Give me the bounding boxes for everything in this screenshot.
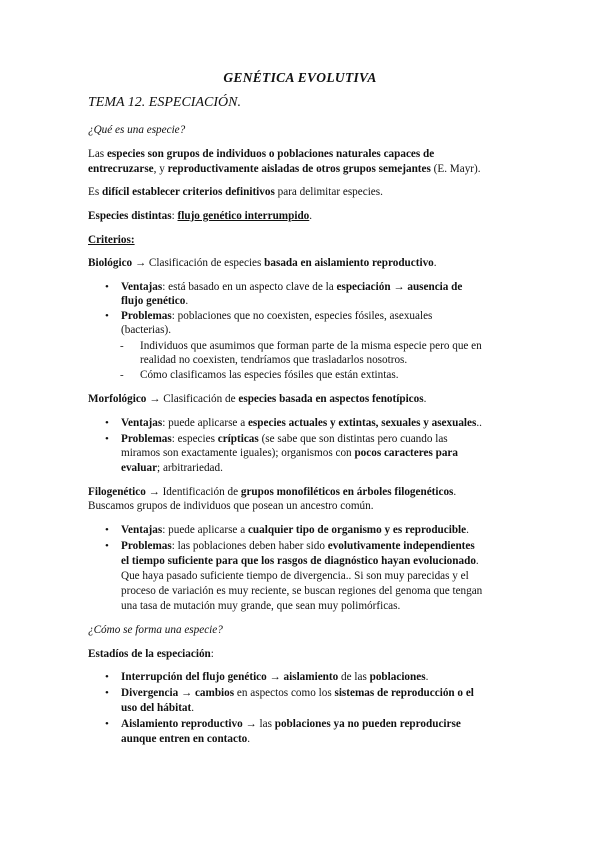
phylogenetic-description: Buscamos grupos de individuos que posean un ancestro común. [88, 500, 374, 512]
definition-line-2: entrecruzarse, y reproductivamente aisladas de otros grupos semejantes (E. Mayr). [88, 163, 481, 175]
bullet-icon: • [105, 433, 109, 445]
biological-sub-1-cont: realidad no coexisten, tendríamos que trasladarlos nosotros. [140, 354, 408, 366]
difficulty-line: Es difícil establecer criterios definitivos para delimitar especies. [88, 186, 383, 198]
stage-interruption: Interrupción del flujo genético → aislamiento de las poblaciones. [121, 671, 429, 683]
stage-reproductive-isolation: Aislamiento reproductivo → las poblaciones ya no pueden reproducirse [121, 718, 461, 730]
bullet-icon: • [105, 310, 109, 322]
question-heading-species: ¿Qué es una especie? [88, 124, 186, 136]
topic-heading: TEMA 12. ESPECIACIÓN. [88, 95, 241, 110]
phylogenetic-problems-cont-3: proceso de variación es muy reciente, se buscan regiones del genoma que tengan [121, 585, 483, 597]
phylogenetic-problems-cont-2: Que haya pasado suficiente tiempo de divergencia.. Si son muy parecidas y el [121, 570, 469, 582]
biological-sub-1: Individuos que asumimos que forman parte de la misma especie pero que en [140, 340, 482, 352]
stage-divergence-cont: uso del hábitat. [121, 702, 195, 714]
distinct-species-line: Especies distintas: flujo genético interrumpido. [88, 210, 313, 222]
phylogenetic-advantages: Ventajas: puede aplicarse a cualquier tipo de organismo y es reproducible. [121, 524, 469, 536]
stages-heading: Estadíos de la especiación: [88, 648, 214, 660]
criteria-heading: Criterios: [88, 234, 135, 246]
stage-reproductive-isolation-cont: aunque entren en contacto. [121, 733, 251, 745]
bullet-icon: • [105, 417, 109, 429]
morphological-criterion: Morfológico → Clasificación de especies basada en aspectos fenotípicos. [88, 393, 427, 405]
document-title: GENÉTICA EVOLUTIVA [223, 70, 377, 85]
biological-problems-cont: (bacterias). [121, 324, 171, 336]
biological-sub-2: Cómo clasificamos las especies fósiles que están extintas. [140, 369, 399, 381]
bullet-icon: • [105, 281, 109, 293]
phylogenetic-problems: Problemas: las poblaciones deben haber sido evolutivamente independientes [121, 540, 475, 552]
stage-divergence: Divergencia → cambios en aspectos como los sistemas de reproducción o el [121, 687, 474, 699]
bullet-icon: • [105, 540, 109, 552]
phylogenetic-problems-cont: el tiempo suficiente para que los rasgos de diagnóstico hayan evolucionado. [121, 555, 479, 567]
morphological-problems-cont: miramos son exactamente iguales); organismos con pocos caracteres para [121, 447, 458, 459]
biological-advantages-cont: flujo genético. [121, 295, 189, 307]
bullet-icon: • [105, 524, 109, 536]
dash-icon: - [120, 340, 124, 352]
bullet-icon: • [105, 718, 109, 730]
bullet-icon: • [105, 671, 109, 683]
biological-advantages: Ventajas: está basado en un aspecto clave de la especiación → ausencia de [121, 281, 463, 293]
definition-line-1: Las especies son grupos de individuos o poblaciones naturales capaces de [88, 148, 435, 160]
biological-criterion: Biológico → Clasificación de especies basada en aislamiento reproductivo. [88, 257, 437, 269]
bullet-icon: • [105, 687, 109, 699]
question-heading-formation: ¿Cómo se forma una especie? [88, 624, 223, 636]
biological-problems: Problemas: poblaciones que no coexisten, especies fósiles, asexuales [121, 310, 433, 322]
phylogenetic-problems-cont-4: una tasa de mutación muy grande, que sean muy polimórficas. [121, 600, 401, 612]
dash-icon: - [120, 369, 124, 381]
morphological-problems: Problemas: especies crípticas (se sabe que son distintas pero cuando las [121, 433, 448, 445]
morphological-advantages: Ventajas: puede aplicarse a especies actuales y extintas, sexuales y asexuales.. [121, 417, 482, 429]
phylogenetic-criterion: Filogenético → Identificación de grupos monofiléticos en árboles filogenéticos. [88, 486, 457, 498]
morphological-problems-cont-2: evaluar; arbitrariedad. [121, 462, 223, 474]
